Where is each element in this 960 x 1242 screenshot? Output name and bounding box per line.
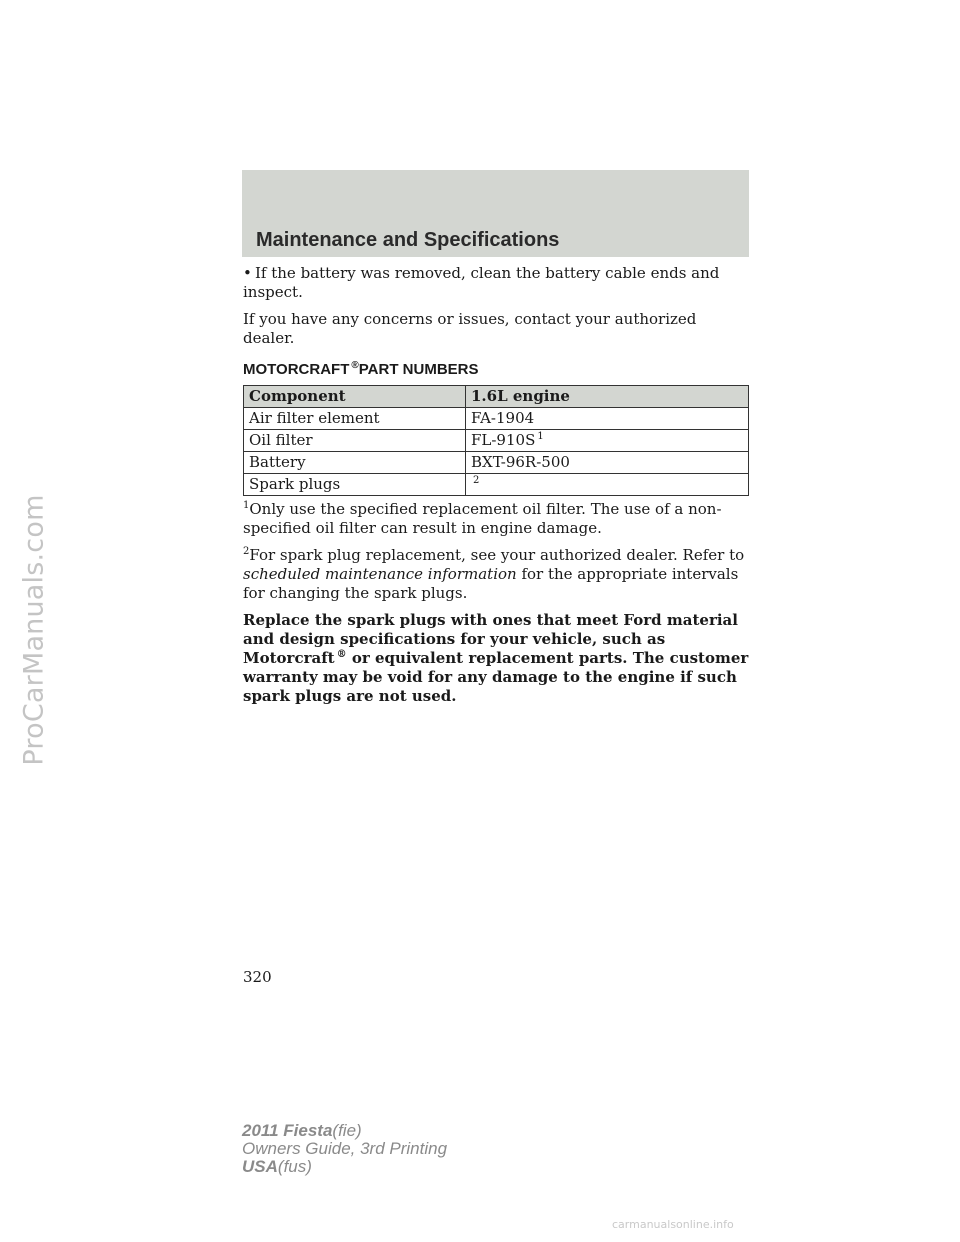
document-footer — [242, 1122, 447, 1176]
column-header-component: Component — [244, 386, 466, 408]
footer-line-market: USA(fus) — [242, 1157, 312, 1176]
component-cell: Air filter element — [244, 408, 466, 430]
part-number-cell: FA-1904 — [466, 408, 749, 430]
spark-plug-warning: Replace the spark plugs with ones that meet Ford material and design specifications for your vehicle, such as Motorcraft ® or equivalent replacement parts. The customer warranty may be void for any damage to the engine if such spark plugs are not used. — [243, 611, 749, 705]
site-watermark: carmanualsonline.info — [612, 1218, 734, 1231]
footer-line-model: 2011 Fiesta(fie) — [242, 1121, 362, 1140]
registered-mark: ® — [351, 360, 359, 371]
footnote-ref: 2 — [473, 475, 480, 486]
section-header — [242, 170, 749, 257]
footnote-mark: 2 — [243, 546, 250, 557]
table-row — [244, 474, 749, 496]
table-row — [244, 452, 749, 474]
part-number-cell: BXT-96R-500 — [466, 452, 749, 474]
bullet-item — [243, 264, 749, 302]
bullet-marker: • — [243, 264, 252, 282]
part-numbers-table — [243, 385, 749, 496]
section-title: Maintenance and Specifications — [256, 229, 560, 251]
watermark — [4, 494, 64, 766]
page-number: 320 — [243, 968, 272, 986]
table-row — [244, 430, 749, 452]
part-numbers-heading: MOTORCRAFT ®PART NUMBERS — [243, 360, 479, 378]
part-number-cell — [466, 474, 749, 496]
footnote-mark: 1 — [243, 500, 250, 511]
component-cell: Battery — [244, 452, 466, 474]
scheduled-maintenance-reference: scheduled maintenance information — [243, 565, 517, 583]
component-cell: Spark plugs — [244, 474, 466, 496]
footnote-ref: 1 — [537, 431, 544, 442]
watermark-text: ProCarManuals.com — [18, 494, 50, 766]
table-row — [244, 408, 749, 430]
column-header-engine: 1.6L engine — [466, 386, 749, 408]
footer-line-edition: Owners Guide, 3rd Printing — [242, 1139, 448, 1158]
footnote-2: $^2$For spark plug replacement, see your authorized dealer. Refer to scheduled maintenance information for the appropriate intervals for changing the spark plugs. — [243, 546, 745, 602]
component-cell: Oil filter — [244, 430, 466, 452]
table-header-row — [244, 386, 749, 408]
registered-mark: ® — [336, 649, 347, 660]
bullet-text: If the battery was removed, clean the battery cable ends and inspect. — [243, 264, 720, 301]
footnote-1: $^1$Only use the specified replacement oil filter. The use of a non-specified oil filter can result in engine damage. — [243, 500, 722, 537]
concerns-paragraph: If you have any concerns or issues, contact your authorized dealer. — [243, 310, 697, 347]
part-number-cell: FL-910S $^1$ — [466, 430, 749, 452]
page-content — [243, 264, 749, 714]
